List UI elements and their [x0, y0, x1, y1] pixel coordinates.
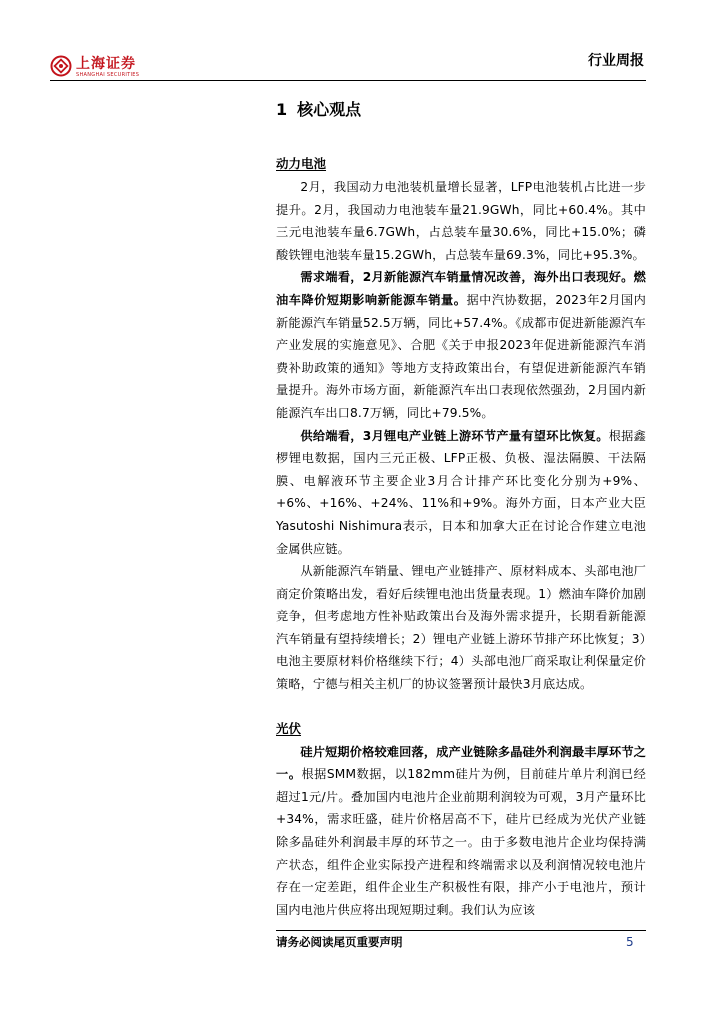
battery-paragraph-2	[276, 266, 646, 424]
logo-chinese-name: 上海证券	[76, 56, 136, 72]
section-title	[276, 98, 646, 122]
page-header	[0, 0, 724, 80]
section-spacer	[276, 696, 646, 719]
main-content	[276, 98, 646, 921]
page-number: 5	[626, 935, 634, 949]
logo-english-name: SHANGHAI SECURITIES	[76, 72, 140, 78]
battery-paragraph-3-body: 根据鑫椤锂电数据，国内三元正极、LFP正极、负极、湿法隔膜、干法隔膜、电解液环节主要企业3月合计排产环比变化分别为+9%、+6%、+16%、+24%、11%和+9%。海外方面，日本产业大臣Yasutoshi Nishimura表示，日本和加拿大正在讨论合作建立电池金属供应链。	[276, 428, 647, 556]
pv-paragraph-1-body: 根据SMM数据，以182mm硅片为例，目前硅片单片利润已经超过1元/片。叠加国内电池片企业前期利润较为可观，3月产量环比+34%，需求旺盛，硅片价格居高不下，硅片已经成为光伏产业链除多晶硅外利润最丰厚的环节之一。由于多数电池片企业均保持满产状态，组件企业实际投产进程和终端需求以及利润情况较电池片存在一定差距，组件企业生产积极性有限，排产小于电池片，预计国内电池片供应将出现短期过剩。我们认为应该	[276, 767, 646, 917]
battery-paragraph-3-lead: 供给端看，3月锂电产业链上游环节产量有望环比恢复。	[300, 428, 609, 443]
footer-disclaimer: 请务必阅读尾页重要声明	[276, 935, 403, 949]
battery-paragraph-2-lead: 需求端看，2月新能源汽车销量情况改善，海外出口表现好。燃油车降价短期影响新能源车销量。	[276, 270, 646, 307]
footer-divider	[276, 930, 646, 931]
battery-heading: 动力电池	[276, 156, 327, 171]
header-divider	[50, 80, 646, 81]
section-number: 1	[276, 100, 288, 119]
battery-paragraph-4: 从新能源汽车销量、锂电产业链排产、原材料成本、头部电池厂商定价策略出发，看好后续锂电池出货量表现。1）燃油车降价加剧竞争，但考虑地方性补贴政策出台及海外需求提升，长期看新能源汽车销量有望持续增长；2）锂电产业链上游环节排产环比恢复；3）电池主要原材料价格继续下行；4）头部电池厂商采取让利保量定价策略，宁德与相关主机厂的协议签署预计最快3月底达成。	[276, 564, 646, 692]
pv-paragraph-1	[276, 741, 646, 922]
battery-paragraph-3	[276, 425, 646, 561]
battery-paragraph-2-body: 据中汽协数据，2023年2月国内新能源汽车销量52.5万辆，同比+57.4%。《成都市促进新能源汽车产业发展的实施意见》、合肥《关于申报2023年促进新能源汽车消费补助政策的通知》等地方支持政策出台，有望促进新能源汽车销量提升。海外市场方面，新能源汽车出口表现依然强劲，2月国内新能源汽车出口8.7万辆，同比+79.5%。	[276, 292, 646, 420]
section-title-text: 核心观点	[297, 100, 362, 119]
report-type-label: 行业周报	[588, 53, 644, 69]
shanghai-securities-logo	[50, 55, 160, 81]
pv-heading: 光伏	[276, 720, 302, 736]
logo-seal-icon	[50, 55, 72, 77]
battery-paragraph-1: 2月，我国动力电池装机量增长显著，LFP电池装机占比进一步提升。2月，我国动力电池装车量21.9GWh，同比+60.4%。其中三元电池装车量6.7GWh，占总装车量30.6%，同比+15.0%；磷酸铁锂电池装车量15.2GWh，占总装车量69.3%，同比+95.3%。	[276, 180, 646, 262]
pv-paragraph-1-lead: 硅片短期价格较难回落，成产业链除多晶硅外利润最丰厚环节之一。	[276, 744, 646, 782]
